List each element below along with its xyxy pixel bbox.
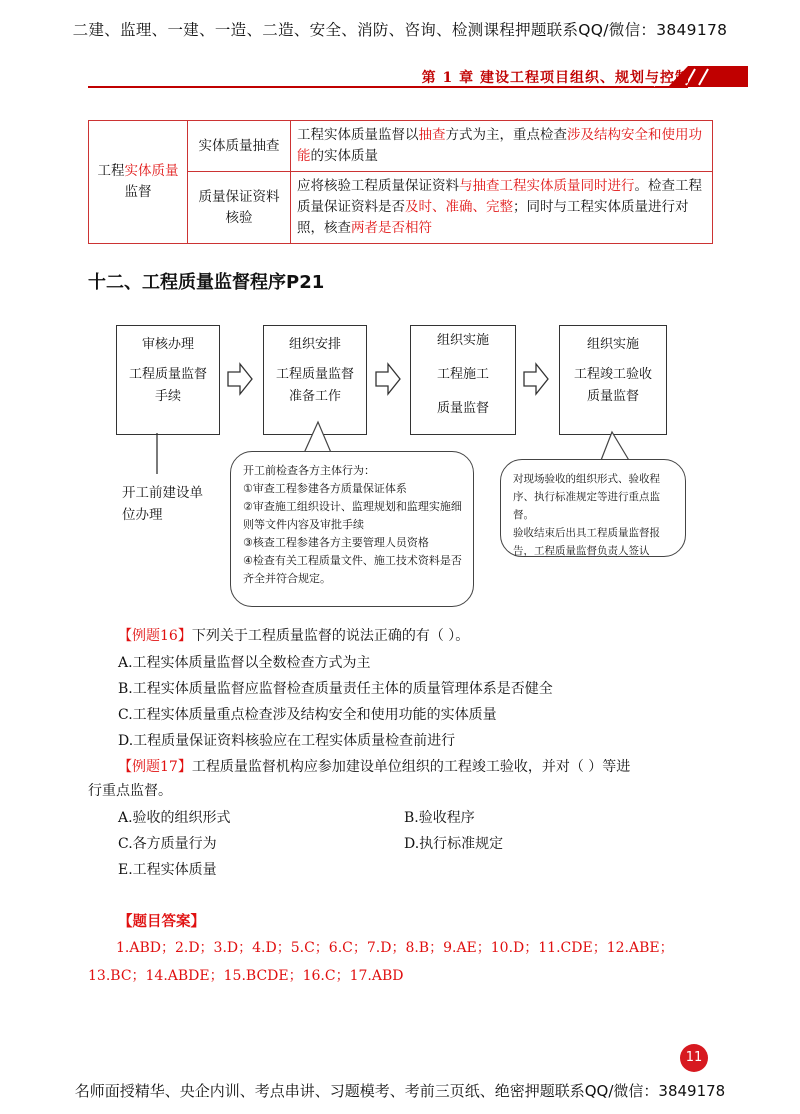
example-17-question [118,756,630,776]
answers-title: 【题目答案】 [118,914,205,930]
box-line: 工程质量监督 [128,367,207,382]
bubble-line: ①审查工程参建各方质量保证体系 [243,482,407,495]
bubble-line: 验收结束后出具工程质量监督报告，工程质量监督负责人签认 [513,527,660,557]
footer-text: 名师面授精华、央企内训、考点串讲、习题模考、考前三页纸、绝密押题联系QQ/微信：3849178 [74,1082,726,1100]
question-text: 工程质量监督机构应参加建设单位组织的工程竣工验收，并对（ ）等进 [191,759,631,775]
highlight-run: 涉及结构安全和使用功能 [297,127,702,164]
row-label: 质量保证资料核验 [188,172,291,244]
box-title: 组织实施 [436,333,489,348]
group-label-part: 监督 [124,184,152,200]
text-run: 的实体质量 [310,148,378,164]
option-item: D.执行标准规定 [404,836,504,852]
option-item: B.验收程序 [404,810,475,826]
option-item: C.工程实体质量重点检查涉及结构安全和使用功能的实体质量 [118,707,497,723]
bubble-line: ③核查工程参建各方主要管理人员资格 [243,536,429,549]
text-run: 应将核验工程质量保证资料 [297,178,459,194]
highlight-run: 及时、准确、完整 [405,199,513,215]
page-number-badge: 11 [680,1044,708,1072]
box-line: 质量监督 [436,401,489,416]
box-title: 组织安排 [288,337,341,352]
bubble-line: 对现场验收的组织形式、验收程序、执行标准规定等进行重点监督。 [513,473,660,521]
box-line: 手续 [154,389,181,404]
highlight-run: 抽查 [418,127,446,143]
example-16-question [118,625,469,645]
box-line: 工程竣工验收 [573,367,652,382]
option-item: B.工程实体质量监督应监督检查质量责任主体的质量管理体系是否健全 [118,681,553,697]
box-line: 工程质量监督 [275,367,354,382]
text-run: 工程实体质量监督以 [297,127,419,143]
text-run: 。检查工程质量保证资料是否 [297,178,702,215]
header-text: 二建、监理、一建、一造、二造、安全、消防、咨询、检测课程押题联系QQ/微信：3849178 [72,21,728,39]
option-item: A.工程实体质量监督以全数检查方式为主 [118,655,371,671]
option-item: A.验收的组织形式 [118,810,231,826]
bubble-line: ②审查施工组织设计、监理规划和监理实施细则等文件内容及审批手续 [243,500,462,531]
box-line: 工程施工 [436,367,489,382]
section-title: 十二、工程质量监督程序P21 [88,272,325,293]
example-tag: 【例题16】 [118,628,192,644]
box-line: 准备工作 [288,389,341,404]
arrow-right-icon [228,364,252,394]
box-title: 组织实施 [586,337,639,352]
chapter-title: 第 1 章 建设工程项目组织、规划与控制 [421,70,690,86]
highlight-run: 两者是否相符 [351,220,432,236]
highlight-run: 与抽查工程实体质量同时进行 [459,178,635,194]
bubble-line: 开工前检查各方主体行为： [243,464,375,477]
group-label-highlight: 实体质量 [124,163,179,179]
option-item: E.工程实体质量 [118,862,217,878]
box-line: 质量监督 [586,389,639,404]
callout-bubble-left [230,451,474,607]
arrow-right-icon [524,364,548,394]
note-below-box: 开工前建设单位办理 [122,485,203,523]
box-title: 审核办理 [141,337,194,352]
bubble-line: ④检查有关工程质量文件、施工技术资料是否齐全并符合规定。 [243,554,462,585]
example-tag: 【例题17】 [118,759,192,775]
group-label-part: 工程 [97,163,125,179]
option-item: C.各方质量行为 [118,836,217,852]
text-run: 方式为主，重点检查 [445,127,567,143]
text-run: ；同时与工程实体质量进行对照，核查 [297,199,689,236]
answers-text: 1.ABD；2.D；3.D；4.D；5.C；6.C；7.D；8.B；9.AE；10.D；11.CDE；12.ABE；13.BC；14.ABDE；15.BCDE；16.C；17.ABD [88,940,674,984]
option-item: D.工程质量保证资料核验应在工程实体质量检查前进行 [118,733,456,749]
callout-bubble-right [500,459,686,557]
arrow-right-icon [376,364,400,394]
question-text: 下列关于工程质量监督的说法正确的有（ ）。 [191,628,470,644]
question-text-continued: 行重点监督。 [88,783,172,799]
row-label: 实体质量抽查 [188,121,291,172]
